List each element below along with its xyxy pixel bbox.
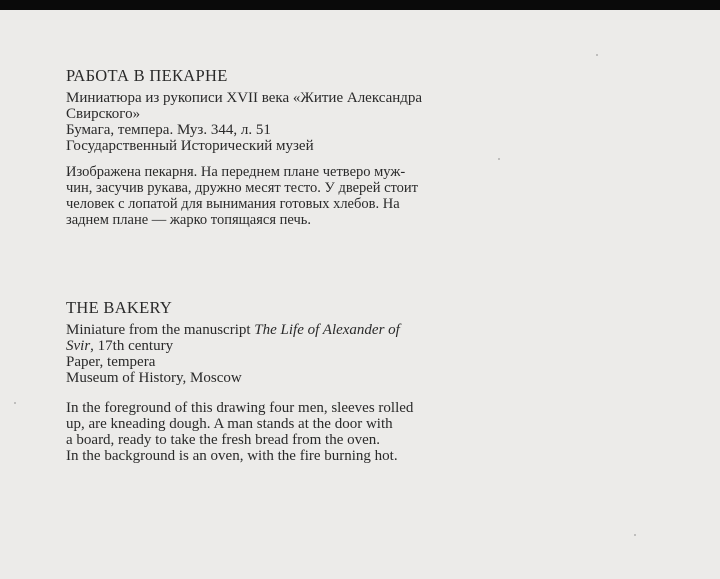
english-manuscript-title-end: Svir — [66, 338, 91, 354]
scanned-page — [0, 10, 720, 579]
russian-title: РАБОТА В ПЕКАРНЕ — [66, 66, 228, 85]
russian-museum: Государственный Исторический музей — [66, 138, 314, 154]
english-desc-line: up, are kneading dough. A man stands at the door with — [66, 416, 393, 432]
russian-caption-line-1: Миниатюра из рукописи XVII века «Житие Александра — [66, 90, 423, 106]
english-desc-line: a board, ready to take the fresh bread from the oven. — [66, 432, 381, 448]
russian-desc-line: Изображена пекарня. На переднем плане четверо муж- — [66, 164, 406, 180]
russian-desc-line: чин, засучив рукава, дружно месят тесто. У дверей стоит — [66, 180, 419, 196]
scan-speck — [596, 54, 598, 56]
russian-desc-line: заднем плане — жарко топящаяся печь. — [66, 212, 311, 228]
russian-medium: Бумага, темпера. Муз. 344, л. 51 — [66, 122, 271, 138]
english-museum: Museum of History, Moscow — [66, 370, 242, 386]
russian-caption-line-2: Свирского» — [66, 106, 141, 122]
english-caption-line-1 — [66, 322, 666, 338]
english-description — [66, 400, 666, 464]
english-desc-line: In the background is an oven, with the fire burning hot. — [66, 448, 398, 464]
scan-speck — [14, 402, 16, 404]
russian-caption-block — [66, 66, 666, 228]
scan-speck — [634, 534, 636, 536]
english-caption-line-2 — [66, 338, 666, 354]
english-manuscript-title: The Life of Alexander of — [254, 322, 400, 338]
scan-speck — [498, 158, 500, 160]
english-caption-prefix: Miniature from the manuscript — [66, 322, 255, 338]
english-title: THE BAKERY — [66, 298, 173, 317]
russian-desc-line: человек с лопатой для вынимания готовых хлебов. На — [66, 196, 400, 212]
english-desc-line: In the foreground of this drawing four men, sleeves rolled — [66, 400, 414, 416]
english-medium: Paper, tempera — [66, 354, 156, 370]
top-bar — [0, 0, 720, 10]
english-century: , 17th century — [90, 338, 174, 354]
russian-description — [66, 164, 666, 228]
english-caption-block — [66, 298, 666, 464]
